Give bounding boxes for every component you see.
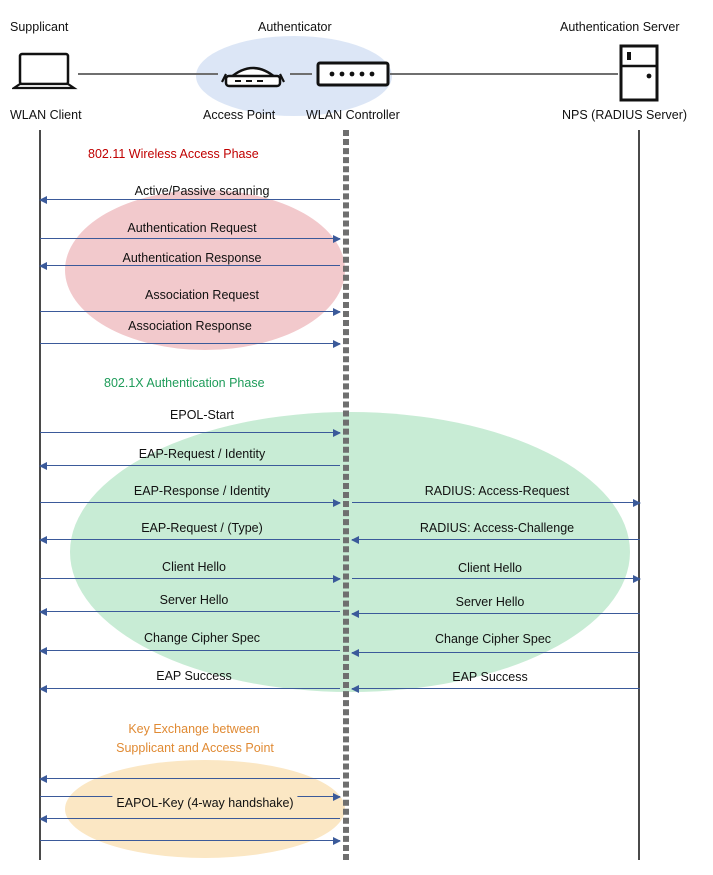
- arrow-association-response: [40, 343, 340, 344]
- arrow-client-hello-right: [352, 578, 640, 579]
- arrow-server-hello-left: [40, 611, 340, 612]
- arrow-radius-access-request: [352, 502, 640, 503]
- arrow-client-hello-left: [40, 578, 340, 579]
- msg-label-eapol-start: EPOL-Start: [170, 408, 234, 422]
- node-label-wlan-controller: WLAN Controller: [306, 108, 400, 122]
- arrow-eap-request-type: [40, 539, 340, 540]
- link-ap-to-controller: [290, 73, 312, 75]
- node-label-access-point: Access Point: [203, 108, 276, 122]
- arrow-change-cipher-spec-left: [40, 650, 340, 651]
- arrow-authentication-request: [40, 238, 340, 239]
- msg-label-eapol-key-handshake: EAPOL-Key (4-way handshake): [112, 795, 297, 811]
- arrow-active-passive-scanning: [40, 199, 340, 200]
- msg-label-association-request: Association Request: [145, 288, 259, 302]
- msg-label-change-cipher-spec-left: Change Cipher Spec: [143, 631, 261, 645]
- link-controller-to-server: [390, 73, 618, 75]
- arrow-key-exchange-4: [40, 840, 340, 841]
- node-label-wlan-client: WLAN Client: [10, 108, 82, 122]
- arrow-change-cipher-spec-right: [352, 652, 640, 653]
- lifeline-authenticator: [343, 130, 349, 860]
- msg-label-radius-access-challenge: RADIUS: Access-Challenge: [419, 521, 575, 535]
- msg-label-change-cipher-spec-right: Change Cipher Spec: [434, 632, 552, 646]
- arrow-radius-access-challenge: [352, 539, 640, 540]
- msg-label-authentication-request: Authentication Request: [127, 221, 257, 235]
- laptop-icon: [12, 52, 78, 99]
- phase-title-wireless-access: 802.11 Wireless Access Phase: [88, 147, 259, 161]
- arrow-authentication-response: [40, 265, 340, 266]
- msg-label-association-response: Association Response: [128, 319, 252, 333]
- arrow-eap-success-left: [40, 688, 340, 689]
- msg-label-authentication-response: Authentication Response: [122, 251, 262, 265]
- wlan-controller-icon: [316, 60, 390, 93]
- role-label-authenticator: Authenticator: [258, 20, 332, 34]
- phase-title-key-exchange-line1: Key Exchange between: [128, 722, 260, 736]
- msg-label-eap-success-right: EAP Success: [452, 670, 528, 684]
- msg-label-server-hello-right: Server Hello: [455, 595, 525, 609]
- phase-title-key-exchange-line2: Supplicant and Access Point: [116, 741, 274, 755]
- link-client-to-ap: [78, 73, 218, 75]
- msg-label-eap-request-type: EAP-Request / (Type): [141, 521, 263, 535]
- arrow-association-request: [40, 311, 340, 312]
- server-icon: [617, 44, 661, 107]
- lifeline-supplicant: [39, 130, 41, 860]
- arrow-key-exchange-3: [40, 818, 340, 819]
- node-label-nps-radius-server: NPS (RADIUS Server): [562, 108, 688, 122]
- arrow-eap-success-right: [352, 688, 640, 689]
- msg-label-eap-success-left: EAP Success: [156, 669, 232, 683]
- msg-label-eap-response-identity: EAP-Response / Identity: [133, 484, 271, 498]
- arrow-server-hello-right: [352, 613, 640, 614]
- lifeline-authentication-server: [638, 130, 640, 860]
- msg-label-radius-access-request: RADIUS: Access-Request: [424, 484, 570, 498]
- phase-title-dot1x-auth: 802.1X Authentication Phase: [104, 376, 265, 390]
- msg-label-client-hello-left: Client Hello: [162, 560, 226, 574]
- arrow-eap-request-identity: [40, 465, 340, 466]
- arrow-eap-response-identity: [40, 502, 340, 503]
- msg-label-active-passive-scanning: Active/Passive scanning: [134, 184, 270, 198]
- access-point-icon: [216, 52, 290, 97]
- msg-label-eap-request-identity: EAP-Request / Identity: [138, 447, 266, 461]
- role-label-supplicant: Supplicant: [10, 20, 69, 34]
- msg-label-server-hello-left: Server Hello: [159, 593, 229, 607]
- arrow-eapol-start: [40, 432, 340, 433]
- role-label-authentication-server: Authentication Server: [560, 20, 680, 34]
- msg-label-client-hello-right: Client Hello: [458, 561, 522, 575]
- arrow-key-exchange-1: [40, 778, 340, 779]
